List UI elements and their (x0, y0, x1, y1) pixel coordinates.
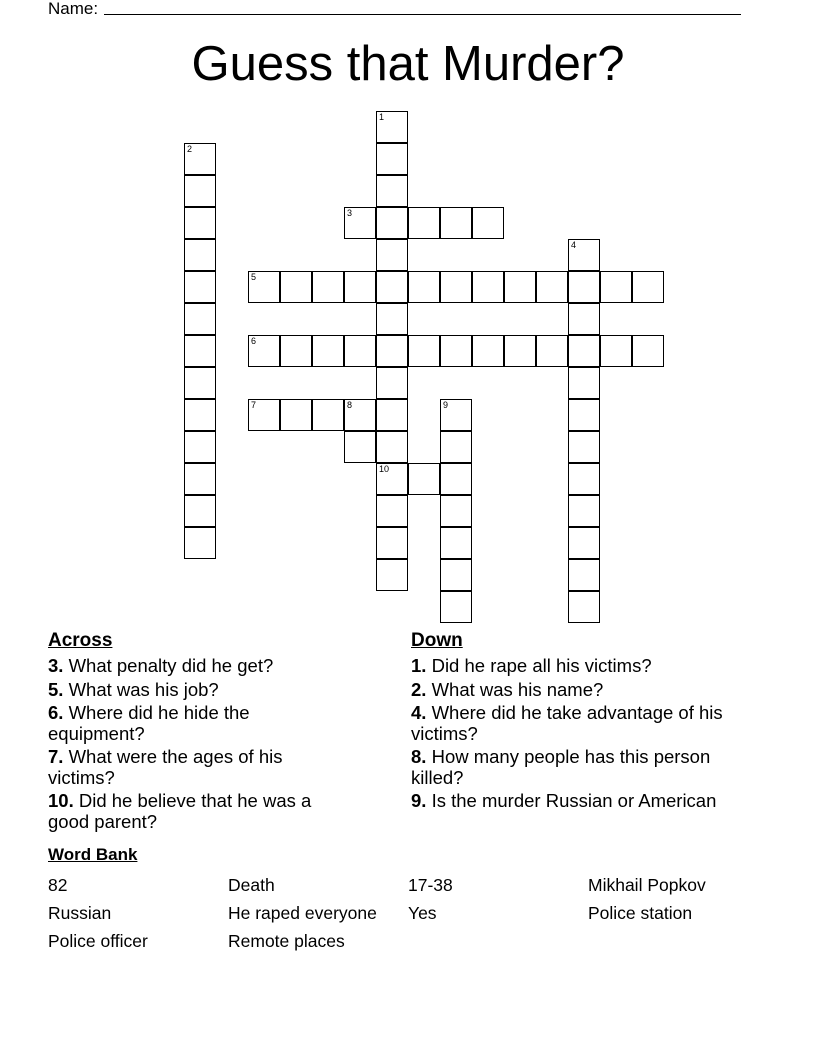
clue-number: 4. (411, 702, 427, 723)
clue-number: 10 (379, 464, 390, 474)
grid-cell[interactable] (568, 463, 600, 495)
grid-cell[interactable] (184, 527, 216, 559)
grid-cell[interactable] (312, 335, 344, 367)
clue-number: 4 (571, 240, 577, 250)
grid-cell[interactable] (504, 271, 536, 303)
clue-number: 5. (48, 678, 64, 700)
grid-cell[interactable] (568, 399, 600, 431)
down-clue-list (411, 656, 741, 815)
grid-cell[interactable] (472, 335, 504, 367)
grid-cell[interactable] (440, 559, 472, 591)
grid-cell[interactable] (344, 335, 376, 367)
grid-cell[interactable] (472, 207, 504, 239)
clue-number: 3. (48, 655, 64, 676)
grid-cell[interactable] (536, 335, 568, 367)
grid-cell[interactable] (568, 495, 600, 527)
down-clue (411, 656, 741, 677)
grid-cell[interactable] (440, 495, 472, 527)
grid-cell[interactable] (280, 399, 312, 431)
across-clue (48, 656, 348, 677)
clue-text: What was his job? (63, 678, 219, 700)
grid-cell[interactable] (376, 527, 408, 559)
clue-text: How many people has this person killed? (411, 746, 711, 788)
grid-cell[interactable] (184, 367, 216, 399)
grid-cell[interactable] (440, 463, 472, 495)
grid-cell[interactable] (568, 431, 600, 463)
grid-cell[interactable] (600, 271, 632, 303)
clue-number: 8. (411, 746, 427, 767)
clue-number: 9 (443, 400, 449, 410)
grid-cell[interactable] (280, 271, 312, 303)
grid-cell[interactable] (568, 559, 600, 591)
down-clue (411, 703, 741, 744)
grid-cell[interactable] (280, 335, 312, 367)
word-bank-item: Police officer (48, 931, 148, 951)
clue-number: 5 (251, 272, 257, 282)
grid-cell[interactable] (184, 303, 216, 335)
grid-cell[interactable] (440, 431, 472, 463)
down-heading: Down (411, 630, 463, 651)
clue-number: 1. (411, 655, 427, 676)
grid-cell[interactable] (376, 175, 408, 207)
grid-cell[interactable] (632, 271, 664, 303)
word-bank-item: Yes (408, 903, 437, 923)
grid-cell[interactable] (184, 335, 216, 367)
clue-number: 7. (48, 746, 64, 767)
across-clue (48, 747, 348, 788)
word-bank-item: Mikhail Popkov (588, 875, 706, 895)
grid-cell[interactable] (376, 559, 408, 591)
grid-cell[interactable] (344, 271, 376, 303)
grid-cell[interactable] (504, 335, 536, 367)
grid-cell[interactable] (184, 207, 216, 239)
grid-cell[interactable] (568, 527, 600, 559)
grid-cell[interactable] (184, 463, 216, 495)
name-label: Name: (48, 0, 99, 18)
grid-cell[interactable] (376, 303, 408, 335)
grid-cell[interactable] (472, 271, 504, 303)
clue-number: 3 (347, 208, 353, 218)
grid-cell[interactable] (440, 527, 472, 559)
grid-cell[interactable] (376, 207, 408, 239)
grid-cell[interactable] (408, 463, 440, 495)
grid-cell[interactable] (312, 271, 344, 303)
word-bank-item: 17-38 (408, 875, 453, 895)
grid-cell[interactable] (440, 271, 472, 303)
grid-cell[interactable] (184, 399, 216, 431)
grid-cell[interactable] (376, 367, 408, 399)
clue-number: 10. (48, 790, 74, 811)
grid-cell[interactable] (568, 335, 600, 367)
grid-cell[interactable] (376, 335, 408, 367)
clue-text: What were the ages of his victims? (48, 746, 283, 788)
grid-cell[interactable] (312, 399, 344, 431)
grid-cell[interactable] (248, 399, 280, 431)
grid-cell[interactable] (568, 367, 600, 399)
grid-cell[interactable] (376, 143, 408, 175)
grid-cell[interactable] (440, 335, 472, 367)
grid-cell[interactable] (408, 335, 440, 367)
page-title: Guess that Murder? (191, 37, 625, 91)
down-clue (411, 680, 741, 701)
grid-cell[interactable] (376, 431, 408, 463)
down-clue (411, 791, 741, 812)
clue-number: 6 (251, 336, 257, 346)
across-clue (48, 791, 348, 832)
grid-cell[interactable] (440, 399, 472, 431)
grid-cell[interactable] (184, 271, 216, 303)
word-bank-item: Police station (588, 903, 693, 923)
word-bank-item: 82 (48, 875, 68, 895)
clue-number: 9. (411, 790, 427, 811)
clue-text: What was his name? (426, 678, 604, 700)
clue-number: 6. (48, 702, 64, 723)
across-clue (48, 703, 348, 744)
grid-cell[interactable] (376, 399, 408, 431)
clue-text: Where did he hide the equipment? (48, 702, 250, 744)
grid-cell[interactable] (184, 143, 216, 175)
grid-cell[interactable] (344, 207, 376, 239)
grid-cell[interactable] (248, 271, 280, 303)
clue-number: 8 (347, 400, 353, 410)
word-bank-item: He raped everyone (228, 903, 377, 923)
grid-cell[interactable] (184, 431, 216, 463)
clue-text: Did he believe that he was a good parent? (48, 790, 312, 832)
word-bank-item: Remote places (228, 931, 345, 951)
grid-cell[interactable] (440, 591, 472, 623)
grid-cell[interactable] (376, 495, 408, 527)
grid-cell[interactable] (376, 111, 408, 143)
clue-number: 2 (187, 144, 193, 154)
grid-cell[interactable] (184, 495, 216, 527)
grid-cell[interactable] (632, 335, 664, 367)
across-clue (48, 680, 348, 701)
across-heading: Across (48, 630, 113, 651)
grid-cell[interactable] (184, 175, 216, 207)
grid-cell[interactable] (568, 303, 600, 335)
word-bank-item: Russian (48, 903, 112, 923)
grid-cell[interactable] (248, 335, 280, 367)
grid-cell[interactable] (376, 463, 408, 495)
clue-text: Did he rape all his victims? (426, 655, 652, 676)
grid-cell[interactable] (408, 207, 440, 239)
grid-cell[interactable] (600, 335, 632, 367)
grid-cell[interactable] (344, 399, 376, 431)
word-bank-heading: Word Bank (48, 845, 138, 864)
clue-text: What penalty did he get? (63, 655, 274, 676)
grid-cell[interactable] (568, 271, 600, 303)
grid-cell[interactable] (376, 271, 408, 303)
grid-cell[interactable] (536, 271, 568, 303)
grid-cell[interactable] (568, 591, 600, 623)
across-clue-list (48, 656, 348, 835)
clue-text: Is the murder Russian or American (426, 790, 717, 811)
clue-text: Where did he take advantage of his victims? (411, 702, 723, 744)
word-bank-item: Death (228, 875, 275, 895)
grid-cell[interactable] (376, 239, 408, 271)
grid-cell[interactable] (184, 239, 216, 271)
grid-cell[interactable] (568, 239, 600, 271)
grid-cell[interactable] (440, 207, 472, 239)
clue-number: 7 (251, 400, 257, 410)
down-clue (411, 747, 741, 788)
grid-cell[interactable] (408, 271, 440, 303)
grid-cell[interactable] (344, 431, 376, 463)
clue-number: 1 (379, 112, 385, 122)
clue-number: 2. (411, 678, 427, 700)
